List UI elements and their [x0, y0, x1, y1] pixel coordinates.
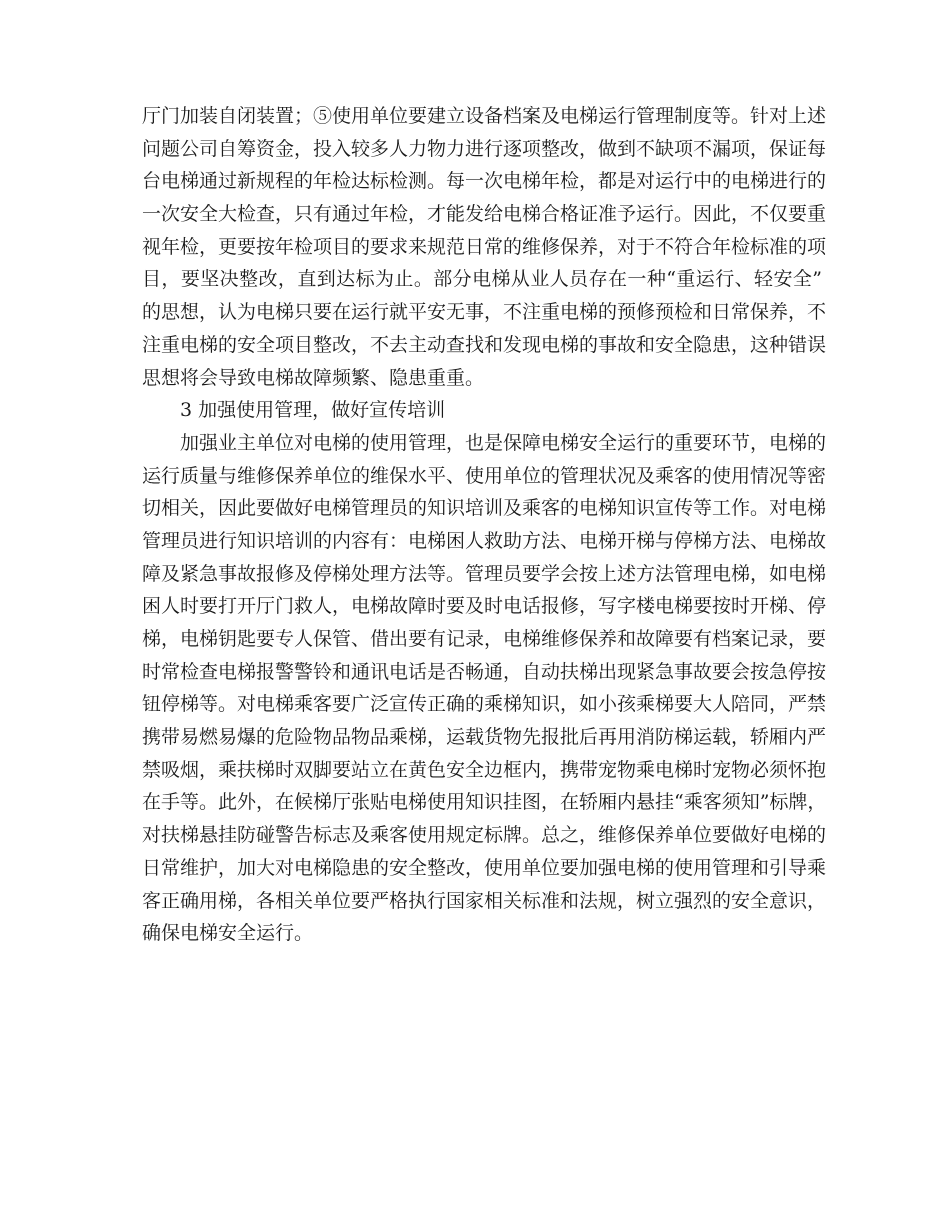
text-line: 钮停梯等。对电梯乘客要广泛宣传正确的乘梯知识，如小孩乘梯要大人陪同，严禁	[142, 693, 827, 716]
text-line: 在手等。此外，在候梯厅张贴电梯使用知识挂图，在轿厢内悬挂“乘客须知”标牌，	[142, 791, 827, 814]
text-line: 问题公司自筹资金，投入较多人力物力进行逐项整改，做到不缺项不漏项，保证每	[142, 137, 827, 160]
text-line: 困人时要打开厅门救人，电梯故障时要及时电话报修，写字楼电梯要按时开梯、停	[142, 595, 827, 618]
text-line: 禁吸烟，乘扶梯时双脚要站立在黄色安全边框内，携带宠物乘电梯时宠物必须怀抱	[142, 758, 827, 781]
text-line: 携带易燃易爆的危险物品物品乘梯，运载货物先报批后再用消防梯运载，轿厢内严	[142, 726, 827, 749]
text-line: 的思想，认为电梯只要在运行就平安无事，不注重电梯的预修预检和日常保养，不	[142, 301, 827, 324]
text-line: 加强业主单位对电梯的使用管理，也是保障电梯安全运行的重要环节，电梯的	[180, 431, 827, 454]
text-line: 运行质量与维修保养单位的维保水平、使用单位的管理状况及乘客的使用情况等密	[142, 464, 827, 487]
document-body	[142, 100, 827, 950]
text-line: 厅门加装自闭装置；⑤使用单位要建立设备档案及电梯运行管理制度等。针对上述	[142, 105, 827, 127]
text-line: 思想将会导致电梯故障频繁、隐患重重。	[142, 366, 485, 389]
text-line: 日常维护，加大对电梯隐患的安全整改，使用单位要加强电梯的使用管理和引导乘	[142, 856, 827, 879]
text-line: 时常检查电梯报警警铃和通讯电话是否畅通，自动扶梯出现紧急事故要会按急停按	[142, 660, 827, 683]
text-line: 一次安全大检查，只有通过年检，才能发给电梯合格证准予运行。因此，不仅要重	[142, 203, 827, 226]
text-line: 管理员进行知识培训的内容有：电梯困人救助方法、电梯开梯与停梯方法、电梯故	[142, 529, 827, 552]
text-line: 确保电梯安全运行。	[142, 922, 314, 945]
text-line: 注重电梯的安全项目整改，不去主动查找和发现电梯的事故和安全隐患，这种错误	[142, 333, 827, 356]
text-line: 台电梯通过新规程的年检达标检测。每一次电梯年检，都是对运行中的电梯进行的	[142, 170, 827, 193]
section-heading: 3 加强使用管理，做好宣传培训	[180, 399, 446, 422]
paragraph-1	[142, 100, 827, 394]
text-line: 障及紧急事故报修及停梯处理方法等。管理员要学会按上述方法管理电梯，如电梯	[142, 562, 827, 585]
text-line: 对扶梯悬挂防碰警告标志及乘客使用规定标牌。总之，维修保养单位要做好电梯的	[142, 824, 827, 847]
paragraph-2	[142, 427, 827, 950]
text-line: 视年检，更要按年检项目的要求来规范日常的维修保养，对于不符合年检标准的项	[142, 235, 827, 258]
text-line: 梯，电梯钥匙要专人保管、借出要有记录，电梯维修保养和故障要有档案记录，要	[142, 628, 827, 650]
text-line: 切相关，因此要做好电梯管理员的知识培训及乘客的电梯知识宣传等工作。对电梯	[142, 497, 827, 520]
text-line: 客正确用梯，各相关单位要严格执行国家相关标准和法规，树立强烈的安全意识，	[142, 889, 827, 912]
text-line: 目，要坚决整改，直到达标为止。部分电梯从业人员存在一种“重运行、轻安全”	[142, 268, 822, 291]
